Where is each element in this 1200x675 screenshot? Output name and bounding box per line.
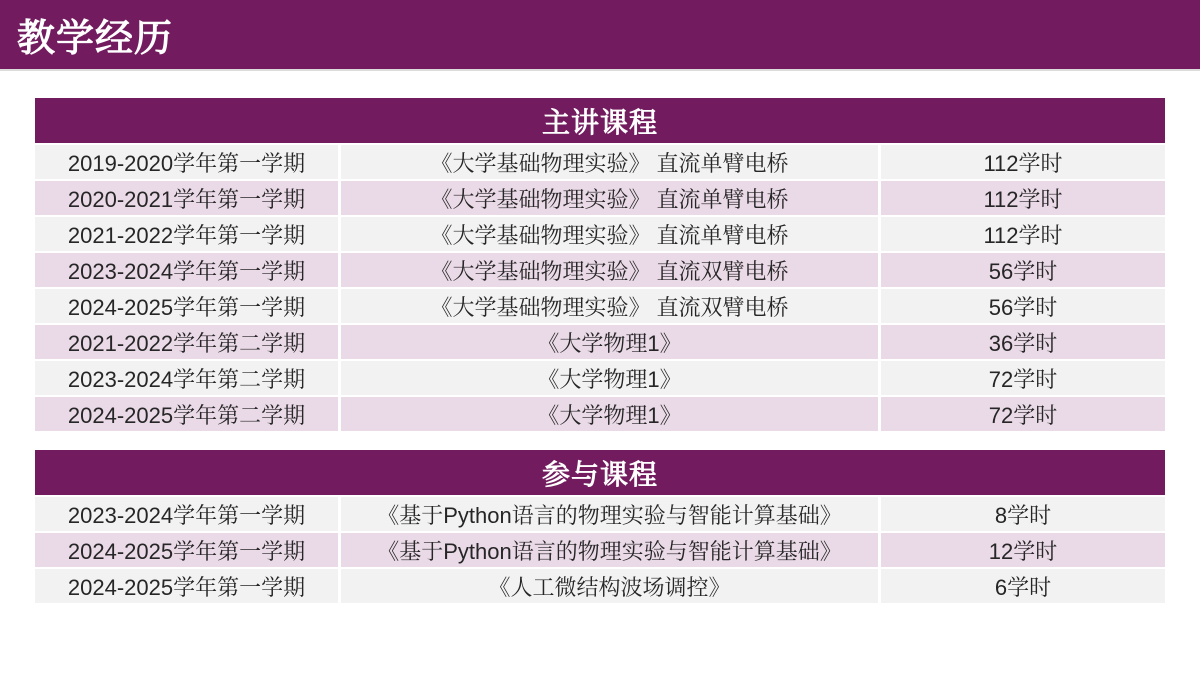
cell-course: 《大学基础物理实验》 直流双臂电桥: [341, 289, 878, 323]
cell-hours: 56学时: [881, 253, 1165, 287]
table-row: [35, 217, 1165, 251]
main-courses-table-header: [35, 98, 1165, 143]
cell-hours: 72学时: [881, 397, 1165, 431]
cell-course: 《大学基础物理实验》 直流单臂电桥: [341, 145, 878, 179]
cell-course: 《大学物理1》: [341, 397, 878, 431]
participated-courses-table-header: [35, 450, 1165, 495]
table-row: [35, 145, 1165, 179]
table-row: [35, 181, 1165, 215]
cell-semester: 2024-2025学年第一学期: [35, 533, 338, 567]
cell-semester: 2021-2022学年第二学期: [35, 325, 338, 359]
cell-hours: 12学时: [881, 533, 1165, 567]
cell-hours: 6学时: [881, 569, 1165, 603]
table-row: [35, 397, 1165, 431]
cell-course: 《大学基础物理实验》 直流双臂电桥: [341, 253, 878, 287]
cell-hours: 112学时: [881, 181, 1165, 215]
table-row: [35, 533, 1165, 567]
slide-content: [35, 98, 1165, 603]
cell-hours: 112学时: [881, 145, 1165, 179]
cell-semester: 2023-2024学年第二学期: [35, 361, 338, 395]
table-row: [35, 361, 1165, 395]
participated-courses-table: [35, 450, 1165, 603]
main-courses-table-title: 主讲课程: [541, 106, 658, 138]
table-row: [35, 289, 1165, 323]
cell-hours: 112学时: [881, 217, 1165, 251]
cell-hours: 56学时: [881, 289, 1165, 323]
cell-course: 《基于Python语言的物理实验与智能计算基础》: [341, 533, 878, 567]
table-row: [35, 253, 1165, 287]
cell-course: 《大学物理1》: [341, 325, 878, 359]
cell-semester: 2019-2020学年第一学期: [35, 145, 338, 179]
cell-semester: 2023-2024学年第一学期: [35, 497, 338, 531]
table-row: [35, 569, 1165, 603]
slide-title-bar: [0, 0, 1200, 71]
cell-course: 《人工微结构波场调控》: [341, 569, 878, 603]
main-courses-table: [35, 98, 1165, 431]
cell-course: 《基于Python语言的物理实验与智能计算基础》: [341, 497, 878, 531]
cell-semester: 2020-2021学年第一学期: [35, 181, 338, 215]
cell-semester: 2024-2025学年第一学期: [35, 569, 338, 603]
cell-semester: 2024-2025学年第一学期: [35, 289, 338, 323]
cell-course: 《大学物理1》: [341, 361, 878, 395]
participated-courses-table-title: 参与课程: [541, 458, 658, 490]
cell-semester: 2023-2024学年第一学期: [35, 253, 338, 287]
cell-semester: 2021-2022学年第一学期: [35, 217, 338, 251]
cell-hours: 8学时: [881, 497, 1165, 531]
cell-course: 《大学基础物理实验》 直流单臂电桥: [341, 181, 878, 215]
cell-hours: 72学时: [881, 361, 1165, 395]
cell-semester: 2024-2025学年第二学期: [35, 397, 338, 431]
table-row: [35, 325, 1165, 359]
cell-hours: 36学时: [881, 325, 1165, 359]
page-title: 教学经历: [17, 18, 174, 60]
table-row: [35, 497, 1165, 531]
cell-course: 《大学基础物理实验》 直流单臂电桥: [341, 217, 878, 251]
